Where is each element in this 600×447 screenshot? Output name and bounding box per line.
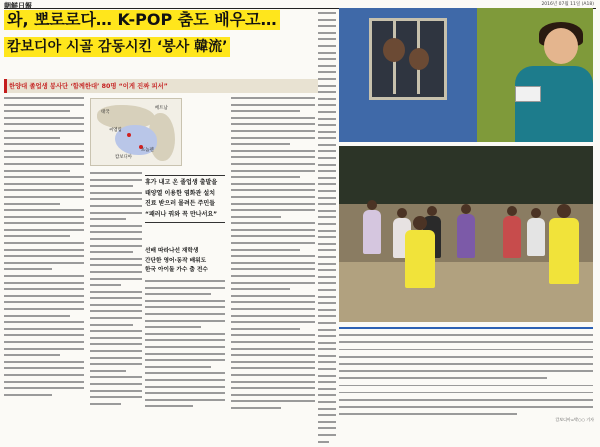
pull-quote <box>145 173 225 225</box>
photo-background <box>339 146 593 204</box>
photo-child-head <box>507 206 517 216</box>
photo-child-head <box>367 200 377 210</box>
photo-volunteer-head <box>557 204 571 218</box>
map-label-thailand: 태국 <box>101 110 110 115</box>
map-label-siem-reap: 씨엠립 <box>109 128 122 133</box>
photo-volunteer-dancer <box>405 230 435 288</box>
mid-subhead-line-1: 선배 따라나선 재학생 <box>145 248 199 254</box>
photo-child-face <box>409 48 429 70</box>
pull-quote-line-4: “패러나 꿔와 꼭 만나서요” <box>145 210 218 218</box>
pull-quote-rule-top <box>145 175 225 176</box>
article-column-1 <box>4 97 84 400</box>
mid-subhead <box>145 247 225 276</box>
photo-child-head <box>531 208 541 218</box>
article-column-2 <box>90 172 142 409</box>
photo-child-figure <box>503 216 521 258</box>
photo-phone <box>515 86 541 102</box>
mid-subhead-line-3: 한국 아이돌 가수 춤 전수 <box>145 267 208 273</box>
headline-line-1: 와, 뽀로로다… K-POP 춤도 배우고… <box>4 10 280 30</box>
pull-quote-line-2: 태양열 이용한 염화관 설치 <box>145 189 216 197</box>
photo-credit: 캄보디아=박○○ 기자 <box>555 417 594 422</box>
photo-child-head <box>397 208 407 218</box>
map-label-vietnam: 베트남 <box>155 106 168 111</box>
article-column-5 <box>318 12 336 447</box>
map-marker-siem-reap <box>127 133 131 137</box>
photo-child-figure <box>457 214 475 258</box>
map-label-cambodia: 캄보디아 <box>115 155 132 160</box>
article-column-3-lower <box>145 280 225 412</box>
photo-child-head <box>427 206 437 216</box>
photo-child-face <box>383 38 405 62</box>
pull-quote-line-1: 휴가 내고 온 졸업생 출발을 <box>145 179 218 186</box>
article-column-4 <box>231 97 315 414</box>
photo-child-head <box>461 204 471 214</box>
pull-quote-line-3: 진료 받으러 몰려든 주민들 <box>145 200 216 207</box>
map-label-phnom-penh: 프놈펜 <box>141 148 154 153</box>
photo-child-figure <box>527 218 545 256</box>
page-info: 2016년 07월 11일 (A18) <box>541 2 594 7</box>
photo-volunteer-with-children <box>339 8 593 142</box>
photo-volunteer-face <box>544 28 578 64</box>
headline-line-2: 캄보디아 시골 감동시킨 ‘봉사 韓流’ <box>4 37 230 57</box>
photo-kpop-dance-class <box>339 146 593 322</box>
photo-volunteer-head <box>413 216 427 230</box>
mid-subhead-line-2: 간단한 영어·동작 배워도 <box>145 257 207 264</box>
pull-quote-rule-bottom <box>145 222 225 223</box>
photo-window <box>369 18 447 100</box>
photo-caption <box>339 327 593 420</box>
masthead: 朝鮮日報 <box>4 1 32 10</box>
cambodia-map <box>90 98 182 166</box>
photo-volunteer-dancer <box>549 218 579 284</box>
subhead: 한양대 졸업생 봉사단 ‘함께한대’ 80명 “이게 진짜 피서” <box>9 83 168 90</box>
photo-volunteer-body <box>515 66 593 142</box>
photo-child-figure <box>363 210 381 254</box>
